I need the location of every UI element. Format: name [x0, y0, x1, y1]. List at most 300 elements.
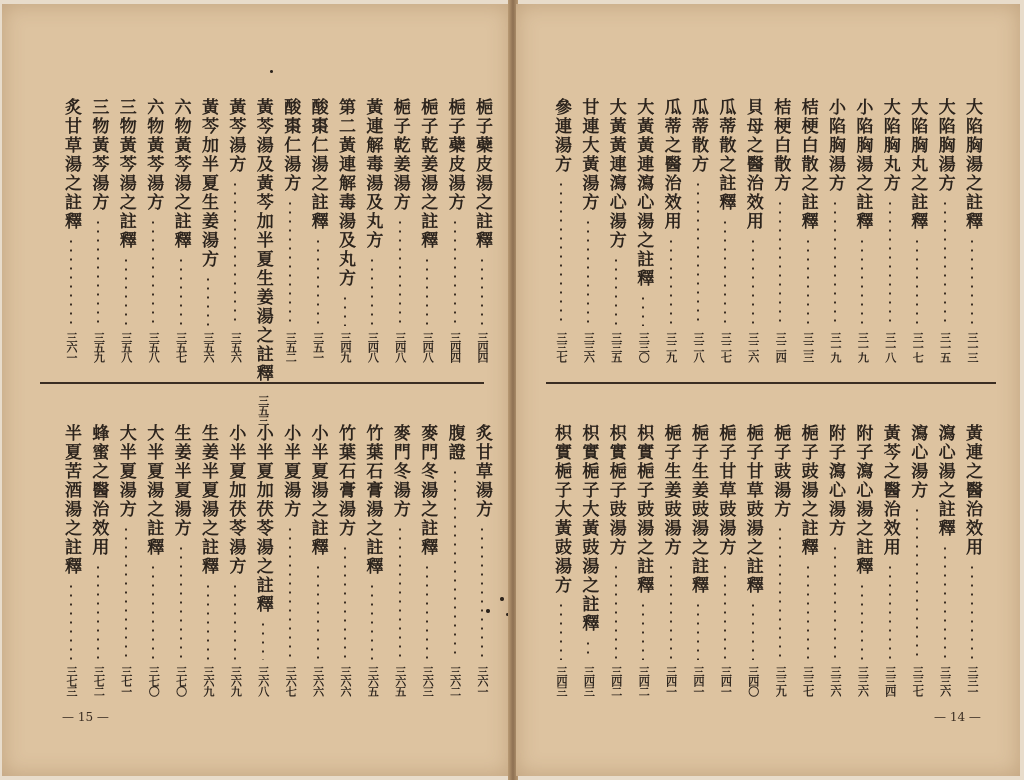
- toc-entry: [739, 424, 767, 696]
- dot-leader: [262, 620, 264, 660]
- toc-entry-page-number: 三五一: [311, 332, 325, 362]
- dot-leader: [916, 506, 918, 660]
- toc-entry-page-number: 三五八: [119, 332, 133, 362]
- toc-entry-page-number: 三四八: [393, 332, 407, 362]
- toc-entry-title: 生姜半夏湯之註釋: [198, 424, 218, 576]
- toc-entry-page-number: 三三七: [911, 666, 925, 696]
- toc-entry-body: [766, 424, 794, 696]
- toc-entry-page-number: 三二八: [692, 332, 705, 362]
- dot-leader: [207, 275, 209, 326]
- dot-leader: [317, 237, 319, 326]
- toc-entry-body: [848, 424, 876, 696]
- toc-entry-title: 大陷胸丸方: [879, 98, 900, 193]
- toc-entry: [574, 424, 602, 696]
- toc-entry: [221, 98, 249, 362]
- dot-leader: [779, 525, 781, 660]
- dot-leader: [724, 563, 726, 660]
- toc-entry: [711, 424, 739, 696]
- toc-entry-page-number: 三一七: [911, 332, 925, 362]
- toc-entry-page-number: 三七一: [119, 666, 133, 696]
- toc-entry-body: [57, 424, 85, 696]
- toc-entry-title: 竹葉石膏湯之註釋: [362, 424, 383, 576]
- toc-entry-page-number: 三一五: [938, 332, 952, 362]
- toc-entry: [602, 424, 630, 696]
- toc-entry: [931, 98, 959, 362]
- dot-leader: [125, 256, 127, 326]
- toc-entry: [331, 98, 359, 362]
- toc-entry-page-number: 三七〇: [174, 666, 188, 696]
- toc-entry-body: [629, 424, 657, 696]
- toc-entry: [574, 98, 602, 362]
- toc-entry: [547, 424, 575, 696]
- page-number-folio: — 14 —: [934, 710, 981, 724]
- toc-entry: [821, 98, 849, 362]
- toc-entry-body: [386, 424, 414, 696]
- toc-entry-title: 大半夏湯之註釋: [143, 424, 164, 557]
- toc-entry-body: [739, 98, 767, 362]
- dot-leader: [697, 180, 699, 326]
- toc-entry-title: 黃芩湯及黃芩加半夏生姜湯之註釋: [252, 98, 273, 383]
- toc-entry-title: 第二黃連解毒湯及丸方: [335, 98, 355, 288]
- dot-leader: [317, 563, 319, 660]
- toc-entry-title: 瓜蒂散之註釋: [715, 98, 736, 212]
- toc-entry-page-number: 三六三: [421, 666, 435, 696]
- toc-entry-title: 枳實梔子大黃豉湯之註釋: [578, 424, 599, 633]
- dot-leader: [426, 563, 428, 660]
- toc-entry-body: [931, 424, 959, 696]
- toc-entry-page-number: 三四四: [448, 332, 462, 362]
- toc-entry-title: 黃連之醫治效用: [962, 424, 982, 557]
- dot-leader: [807, 563, 809, 660]
- speck: [500, 597, 504, 601]
- toc-entry-page-number: 三三六: [582, 332, 596, 362]
- toc-entry-page-number: 三四一: [692, 666, 705, 696]
- toc-entry: [766, 424, 794, 696]
- toc-entry-body: [331, 424, 359, 696]
- toc-entry-body: [441, 98, 469, 362]
- toc-entry-body: [547, 98, 575, 362]
- toc-entry: [903, 424, 931, 696]
- toc-entry-title: 附子瀉心湯之註釋: [852, 424, 873, 576]
- toc-entry-page-number: 三四二: [637, 666, 651, 696]
- toc-entry-title: 黃芩湯方: [225, 98, 246, 174]
- toc-entry-body: [876, 98, 904, 362]
- toc-entry-body: [84, 98, 112, 362]
- toc-entry-body: [331, 98, 359, 362]
- toc-entry-title: 小半夏加茯苓湯方: [225, 424, 246, 576]
- dot-leader: [834, 199, 836, 326]
- toc-entry-page-number: 三一九: [856, 332, 870, 362]
- toc-entry-body: [221, 98, 249, 362]
- toc-entry: [821, 424, 849, 696]
- toc-entry: [441, 424, 469, 696]
- dot-leader: [234, 582, 236, 660]
- toc-entry-body: [112, 98, 140, 362]
- dot-leader: [454, 218, 456, 326]
- toc-entry-body: [876, 424, 904, 696]
- toc-entry-body: [903, 98, 931, 362]
- toc-entry-body: [574, 98, 602, 362]
- toc-entry: [848, 98, 876, 362]
- dot-leader: [587, 218, 589, 326]
- toc-entry-page-number: 三四二: [609, 666, 623, 696]
- toc-entry-body: [602, 424, 630, 696]
- toc-entry-title: 梔子乾姜湯之註釋: [417, 98, 438, 250]
- toc-entry-body: [574, 424, 602, 696]
- toc-entry: [112, 98, 140, 362]
- toc-entry-page-number: 三一三: [966, 332, 979, 362]
- toc-entry: [468, 424, 496, 696]
- toc-entry: [794, 98, 822, 362]
- toc-entry: [194, 424, 222, 696]
- toc-entry-page-number: 三五二: [284, 332, 298, 362]
- toc-entry-page-number: 三六九: [202, 666, 215, 696]
- toc-entry: [629, 424, 657, 696]
- toc-entry-body: [139, 424, 167, 696]
- toc-entry-page-number: 三四三: [582, 666, 596, 696]
- toc-entry-title: 大陷胸湯方: [934, 98, 955, 193]
- dot-leader: [207, 582, 209, 660]
- toc-entry: [221, 424, 249, 696]
- toc-entry-title: 炙甘草湯方: [472, 424, 492, 519]
- toc-entry: [468, 98, 496, 362]
- dot-leader: [752, 237, 754, 326]
- toc-entry-body: [194, 424, 222, 696]
- dot-leader: [97, 563, 99, 660]
- toc-entry-title: 附子瀉心湯方: [825, 424, 845, 538]
- toc-entry-page-number: 三三五: [609, 332, 623, 362]
- toc-entry-page-number: 三四四: [476, 332, 489, 362]
- dot-leader: [971, 563, 973, 660]
- toc-entry-body: [684, 98, 712, 362]
- toc-entry-body: [441, 424, 469, 696]
- toc-entry-title: 蜂蜜之醫治效用: [88, 424, 109, 557]
- dot-leader: [152, 218, 154, 326]
- dot-leader: [399, 218, 401, 326]
- toc-entry: [167, 424, 195, 696]
- dot-leader: [971, 237, 973, 326]
- toc-entry: [304, 424, 332, 696]
- toc-entry-page-number: 三四三: [555, 666, 568, 696]
- toc-entry: [358, 98, 386, 362]
- toc-entry-title: 大黃黃連瀉心湯方: [605, 98, 626, 250]
- toc-entry-page-number: 三五六: [202, 332, 215, 362]
- toc-entry-title: 枳實梔子大黃豉湯方: [551, 424, 571, 595]
- toc-entry-page-number: 三二三: [801, 332, 815, 362]
- toc-entry-page-number: 三四八: [366, 332, 380, 362]
- toc-entry-body: [903, 424, 931, 696]
- toc-entry: [304, 98, 332, 362]
- toc-entry-title: 大黃黃連瀉心湯之註釋: [633, 98, 654, 288]
- toc-entry-page-number: 三三六: [829, 666, 842, 696]
- dot-leader: [861, 582, 863, 660]
- toc-entry-title: 大陷胸丸之註釋: [907, 98, 928, 231]
- toc-entry-body: [304, 98, 332, 362]
- toc-entry: [57, 424, 85, 696]
- toc-entry-title: 瓜蒂之醫治效用: [660, 98, 681, 231]
- toc-entry-title: 黃芩加半夏生姜湯方: [198, 98, 218, 269]
- dot-leader: [125, 525, 127, 660]
- toc-entry-body: [276, 98, 304, 362]
- toc-entry-body: [657, 424, 685, 696]
- toc-entry: [57, 98, 85, 362]
- toc-entry-title: 大陷胸湯之註釋: [962, 98, 982, 231]
- toc-entry: [331, 424, 359, 696]
- dot-leader: [481, 525, 483, 660]
- toc-entry-body: [794, 98, 822, 362]
- toc-entry-page-number: 三六二: [448, 666, 462, 696]
- toc-entry-page-number: 三五三: [256, 395, 270, 425]
- toc-entry: [276, 424, 304, 696]
- toc-entry-page-number: 三六七: [284, 666, 298, 696]
- toc-entry-page-number: 三三七: [801, 666, 815, 696]
- toc-entry-body: [547, 424, 575, 696]
- speck: [270, 70, 273, 73]
- toc-entry-body: [84, 424, 112, 696]
- toc-entry-title: 酸棗仁湯方: [280, 98, 301, 193]
- toc-entry-page-number: 三三一: [966, 666, 979, 696]
- toc-entry: [711, 98, 739, 362]
- toc-entry-title: 瀉心湯之註釋: [934, 424, 955, 538]
- dot-leader: [70, 237, 72, 326]
- toc-entry: [249, 424, 277, 696]
- toc-entry-body: [958, 424, 986, 696]
- toc-entry-body: [684, 424, 712, 696]
- toc-entry: [931, 424, 959, 696]
- dot-leader: [944, 199, 946, 326]
- toc-entry-page-number: 三二六: [746, 332, 760, 362]
- toc-entry-page-number: 三四八: [421, 332, 435, 362]
- toc-entry-body: [739, 424, 767, 696]
- toc-entry-page-number: 三六一: [476, 666, 489, 696]
- dot-leader: [426, 256, 428, 326]
- toc-entry-page-number: 三六六: [339, 666, 352, 696]
- toc-entry-body: [766, 98, 794, 362]
- dot-leader: [752, 601, 754, 660]
- toc-entry-body: [602, 98, 630, 362]
- toc-entry: [84, 424, 112, 696]
- toc-entry: [112, 424, 140, 696]
- dot-leader: [234, 180, 236, 326]
- toc-entry-page-number: 三三六: [938, 666, 952, 696]
- toc-entry-body: [931, 98, 959, 362]
- dot-leader: [344, 544, 346, 660]
- toc-entry-title: 甘連大黃湯方: [578, 98, 599, 212]
- toc-entry-title: 小陷胸湯之註釋: [852, 98, 873, 231]
- dot-leader: [289, 525, 291, 660]
- toc-entry: [657, 98, 685, 362]
- right-page: [516, 4, 1020, 776]
- dot-leader: [560, 180, 562, 326]
- toc-entry: [794, 424, 822, 696]
- dot-leader: [152, 563, 154, 660]
- toc-entry-title: 小陷胸湯方: [825, 98, 845, 193]
- toc-entry: [903, 98, 931, 362]
- toc-entry-title: 瓜蒂散方: [688, 98, 708, 174]
- toc-entry-body: [249, 424, 277, 696]
- toc-entry: [629, 98, 657, 362]
- toc-entry-page-number: 三一八: [883, 332, 897, 362]
- toc-entry-title: 梔子乾姜湯方: [389, 98, 410, 212]
- toc-entry: [386, 98, 414, 362]
- dot-leader: [180, 256, 182, 326]
- toc-entry: [876, 98, 904, 362]
- toc-entry-page-number: 三二九: [664, 332, 678, 362]
- toc-entry-page-number: 三六九: [229, 666, 243, 696]
- toc-entry: [413, 424, 441, 696]
- toc-entry-body: [57, 98, 85, 362]
- toc-entry-title: 梔子甘草豉湯方: [715, 424, 736, 557]
- toc-entry-title: 黃芩之醫治效用: [879, 424, 900, 557]
- dot-leader: [670, 237, 672, 326]
- toc-entry-body: [821, 424, 849, 696]
- toc-entry-page-number: 三五七: [174, 332, 188, 362]
- toc-entry-body: [167, 98, 195, 362]
- toc-entry-body: [304, 424, 332, 696]
- toc-entry-page-number: 三五六: [229, 332, 243, 362]
- toc-entry-page-number: 三六五: [366, 666, 380, 696]
- toc-entry: [848, 424, 876, 696]
- toc-entry-body: [711, 424, 739, 696]
- toc-entry-title: 小半夏湯之註釋: [307, 424, 328, 557]
- toc-entry-page-number: 三三四: [883, 666, 897, 696]
- toc-entry-body: [794, 424, 822, 696]
- toc-entry-title: 六物黃芩湯方: [143, 98, 164, 212]
- toc-entry-title: 貝母之醫治效用: [742, 98, 763, 231]
- toc-entry: [684, 98, 712, 362]
- toc-entry-body: [958, 98, 986, 362]
- toc-entry-title: 梔子豉湯方: [770, 424, 791, 519]
- section-divider-rule: [546, 382, 996, 384]
- toc-entry-title: 梔子豉湯之註釋: [797, 424, 818, 557]
- dot-leader: [944, 544, 946, 660]
- toc-entry: [958, 98, 986, 362]
- toc-entry-body: [167, 424, 195, 696]
- toc-entry-title: 小半夏湯方: [280, 424, 301, 519]
- toc-entry-title: 半夏苦酒湯之註釋: [61, 424, 81, 576]
- dot-leader: [697, 601, 699, 660]
- toc-entry-body: [386, 98, 414, 362]
- dot-leader: [889, 199, 891, 326]
- dot-leader: [560, 601, 562, 660]
- toc-entry-title: 竹葉石膏湯方: [335, 424, 355, 538]
- toc-entry-title: 瀉心湯方: [907, 424, 928, 500]
- toc-entry-page-number: 三三〇: [637, 332, 651, 362]
- toc-entry-title: 麥門冬湯方: [389, 424, 410, 519]
- toc-entry: [602, 98, 630, 362]
- toc-entry: [739, 98, 767, 362]
- toc-entry: [249, 98, 277, 425]
- toc-entry-page-number: 三六五: [393, 666, 407, 696]
- toc-entry: [139, 98, 167, 362]
- toc-entry-title: 生姜半夏湯方: [170, 424, 191, 538]
- toc-entry-title: 炙甘草湯之註釋: [61, 98, 81, 231]
- toc-entry-title: 桔梗白散方: [770, 98, 791, 193]
- toc-entry-title: 梔子蘗皮湯方: [444, 98, 465, 212]
- toc-entry-body: [413, 424, 441, 696]
- toc-entry-body: [358, 98, 386, 362]
- toc-entry-body: [249, 98, 277, 425]
- toc-entry-title: 麥門冬湯之註釋: [417, 424, 438, 557]
- toc-entry-body: [711, 98, 739, 362]
- dot-leader: [70, 582, 72, 660]
- toc-entry-title: 酸棗仁湯之註釋: [307, 98, 328, 231]
- dot-leader: [916, 237, 918, 326]
- toc-entry-body: [629, 98, 657, 362]
- toc-entry-page-number: 三七二: [92, 666, 106, 696]
- dot-leader: [481, 256, 483, 326]
- toc-entry-title: 參連湯方: [551, 98, 571, 174]
- dot-leader: [615, 256, 617, 326]
- toc-entry-body: [112, 424, 140, 696]
- toc-entry-title: 枳實梔子豉湯方: [605, 424, 626, 557]
- dot-leader: [454, 468, 456, 660]
- dot-leader: [889, 563, 891, 660]
- toc-entry: [358, 424, 386, 696]
- dot-leader: [97, 218, 99, 326]
- toc-entry-title: 腹證: [444, 424, 465, 462]
- toc-entry: [441, 98, 469, 362]
- toc-entry-page-number: 三三九: [774, 666, 788, 696]
- dot-leader: [615, 563, 617, 660]
- page-number-folio: — 15 —: [62, 710, 109, 724]
- dot-leader: [371, 256, 373, 326]
- toc-entry-title: 小半夏加茯苓湯之註釋: [252, 424, 273, 614]
- toc-entry-body: [221, 424, 249, 696]
- left-page: [2, 4, 510, 776]
- toc-entry-body: [358, 424, 386, 696]
- dot-leader: [861, 237, 863, 326]
- toc-entry-title: 黃連解毒湯及丸方: [362, 98, 383, 250]
- dot-leader: [371, 582, 373, 660]
- dot-leader: [642, 601, 644, 660]
- toc-entry: [657, 424, 685, 696]
- dot-leader: [289, 199, 291, 326]
- dot-leader: [834, 544, 836, 660]
- toc-entry-title: 梔子甘草豉湯之註釋: [742, 424, 763, 595]
- toc-entry-body: [276, 424, 304, 696]
- toc-entry-body: [468, 424, 496, 696]
- toc-entry: [139, 424, 167, 696]
- dot-leader: [642, 294, 644, 326]
- toc-entry-body: [468, 98, 496, 362]
- toc-entry: [684, 424, 712, 696]
- dot-leader: [807, 237, 809, 326]
- toc-entry-page-number: 三六一: [65, 332, 78, 362]
- toc-entry: [84, 98, 112, 362]
- toc-entry-body: [413, 98, 441, 362]
- toc-entry: [276, 98, 304, 362]
- toc-entry-title: 梔子蘗皮湯之註釋: [472, 98, 492, 250]
- toc-entry-page-number: 三五八: [147, 332, 161, 362]
- toc-entry-body: [821, 98, 849, 362]
- toc-entry-page-number: 三三六: [856, 666, 870, 696]
- toc-entry-page-number: 三二七: [719, 332, 733, 362]
- toc-entry-page-number: 三五九: [92, 332, 106, 362]
- toc-entry-page-number: 三一九: [829, 332, 842, 362]
- toc-entry-page-number: 三四一: [664, 666, 678, 696]
- dot-leader: [724, 218, 726, 326]
- toc-entry-body: [848, 98, 876, 362]
- toc-entry-page-number: 三七三: [65, 666, 78, 696]
- dot-leader: [180, 544, 182, 660]
- toc-entry: [547, 98, 575, 362]
- dot-leader: [399, 525, 401, 660]
- toc-entry-title: 枳實梔子豉湯之註釋: [633, 424, 654, 595]
- toc-entry-title: 大半夏湯方: [115, 424, 136, 519]
- toc-entry: [194, 98, 222, 362]
- toc-entry-body: [139, 98, 167, 362]
